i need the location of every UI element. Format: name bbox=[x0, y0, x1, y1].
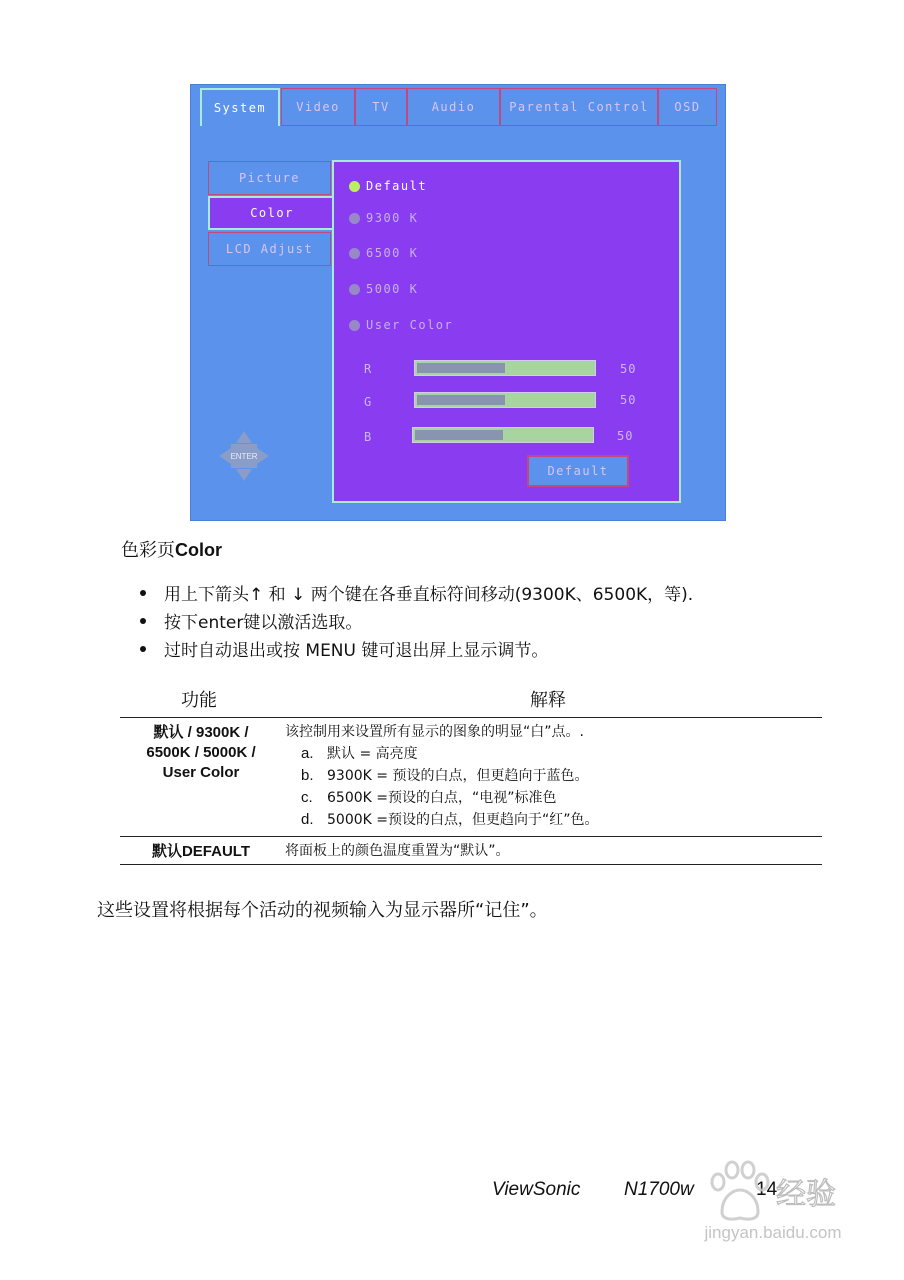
function-table bbox=[120, 686, 822, 866]
option-label: 6500 K bbox=[366, 246, 419, 260]
item-text: 默认 = 高亮度 bbox=[327, 746, 418, 762]
item-letter: b. bbox=[301, 767, 314, 784]
table-row-2-function bbox=[120, 842, 282, 862]
channel-value-g: 50 bbox=[620, 393, 637, 407]
page-number: 14 bbox=[756, 1179, 778, 1200]
side-item-color[interactable]: Color bbox=[208, 196, 334, 230]
function-line: 默认 / 9300K / bbox=[153, 724, 249, 741]
table-row-2-explanation bbox=[285, 840, 510, 862]
item-text: 9300K = 预设的白点，但更趋向于蓝色。 bbox=[327, 768, 589, 784]
bullet-text: 用上下箭头↑ 和 ↓ 两个键在各垂直标符间移动(9300K、6500K，等). bbox=[164, 585, 694, 605]
channel-label-b: B bbox=[364, 430, 372, 444]
section-heading bbox=[121, 536, 222, 562]
slider-g[interactable] bbox=[414, 392, 596, 408]
option-default[interactable] bbox=[349, 177, 427, 195]
radio-icon bbox=[349, 320, 360, 331]
function-line: 6500K / 5000K / bbox=[146, 744, 256, 761]
radio-selected-icon bbox=[349, 181, 360, 192]
slider-b[interactable] bbox=[412, 427, 594, 443]
tab-video[interactable]: Video bbox=[281, 88, 355, 126]
slider-fill bbox=[417, 395, 505, 405]
osd-screenshot bbox=[190, 84, 726, 521]
list-item bbox=[140, 580, 693, 605]
option-label: User Color bbox=[366, 318, 454, 332]
channel-value-b: 50 bbox=[617, 429, 634, 443]
radio-icon bbox=[349, 213, 360, 224]
table-divider bbox=[120, 864, 822, 865]
heading-title: Color bbox=[175, 540, 222, 560]
list-item bbox=[140, 608, 362, 633]
option-user-color[interactable] bbox=[349, 316, 453, 334]
item-letter: d. bbox=[301, 811, 314, 828]
list-item bbox=[140, 636, 548, 661]
list-item bbox=[285, 765, 599, 787]
channel-label-g: G bbox=[364, 395, 372, 409]
item-letter: a. bbox=[301, 745, 314, 762]
option-6500k[interactable] bbox=[349, 244, 418, 262]
table-divider bbox=[120, 717, 822, 718]
watermark-url: jingyan.baidu.com bbox=[704, 1223, 842, 1242]
table-row-1-explanation bbox=[285, 721, 599, 831]
explanation-text: 将面板上的颜色温度重置为“默认”。 bbox=[285, 843, 510, 859]
radio-icon bbox=[349, 284, 360, 295]
bullet-text: 按下enter键以激活选取。 bbox=[164, 613, 363, 633]
table-header-explanation: 解释 bbox=[530, 690, 566, 711]
channel-value-r: 50 bbox=[620, 362, 637, 376]
bullet-text: 过时自动退出或按 MENU 键可退出屏上显示调节。 bbox=[164, 641, 549, 661]
closing-note: 这些设置将根据每个活动的视频输入为显示器所“记住”。 bbox=[97, 900, 548, 921]
list-item bbox=[285, 787, 599, 809]
option-9300k[interactable] bbox=[349, 209, 418, 227]
watermark-name: 经验 bbox=[776, 1177, 836, 1212]
tab-osd[interactable]: OSD bbox=[658, 88, 717, 126]
bullet-icon bbox=[140, 646, 146, 652]
table-divider bbox=[120, 836, 822, 837]
footer-brand: ViewSonic bbox=[492, 1179, 581, 1200]
tab-parental-control[interactable]: Parental Control bbox=[500, 88, 658, 126]
slider-fill bbox=[417, 363, 505, 373]
radio-icon bbox=[349, 248, 360, 259]
enter-label: ENTER bbox=[230, 452, 258, 461]
side-item-picture[interactable]: Picture bbox=[208, 161, 331, 195]
item-text: 6500K =预设的白点，“电视”标准色 bbox=[327, 790, 557, 806]
tab-audio[interactable]: Audio bbox=[407, 88, 500, 126]
table-row-1-function bbox=[120, 723, 282, 783]
enter-joystick-icon[interactable] bbox=[218, 430, 270, 482]
bullet-icon bbox=[140, 618, 146, 624]
footer-model: N1700w bbox=[624, 1179, 694, 1200]
item-letter: c. bbox=[301, 789, 313, 806]
heading-prefix: 色彩页 bbox=[121, 540, 175, 561]
list-item bbox=[285, 743, 599, 765]
side-item-lcd-adjust[interactable]: LCD Adjust bbox=[208, 232, 331, 266]
function-line: User Color bbox=[162, 764, 240, 781]
color-panel bbox=[332, 160, 681, 503]
option-label: Default bbox=[366, 179, 428, 193]
slider-r[interactable] bbox=[414, 360, 596, 376]
tab-system[interactable]: System bbox=[200, 88, 280, 126]
option-5000k[interactable] bbox=[349, 280, 418, 298]
channel-label-r: R bbox=[364, 362, 372, 376]
option-label: 5000 K bbox=[366, 282, 419, 296]
table-header-function: 功能 bbox=[181, 690, 217, 711]
item-text: 5000K =预设的白点，但更趋向于“红”色。 bbox=[327, 812, 599, 828]
tab-tv[interactable]: TV bbox=[355, 88, 407, 126]
explanation-text: 该控制用来设置所有显示的图象的明显“白”点。. bbox=[285, 724, 584, 740]
function-line: 默认DEFAULT bbox=[151, 843, 251, 860]
default-button[interactable]: Default bbox=[527, 455, 629, 487]
baidu-watermark-logo bbox=[688, 1146, 858, 1246]
list-item bbox=[285, 809, 599, 831]
slider-fill bbox=[415, 430, 503, 440]
bullet-icon bbox=[140, 590, 146, 596]
option-label: 9300 K bbox=[366, 211, 419, 225]
